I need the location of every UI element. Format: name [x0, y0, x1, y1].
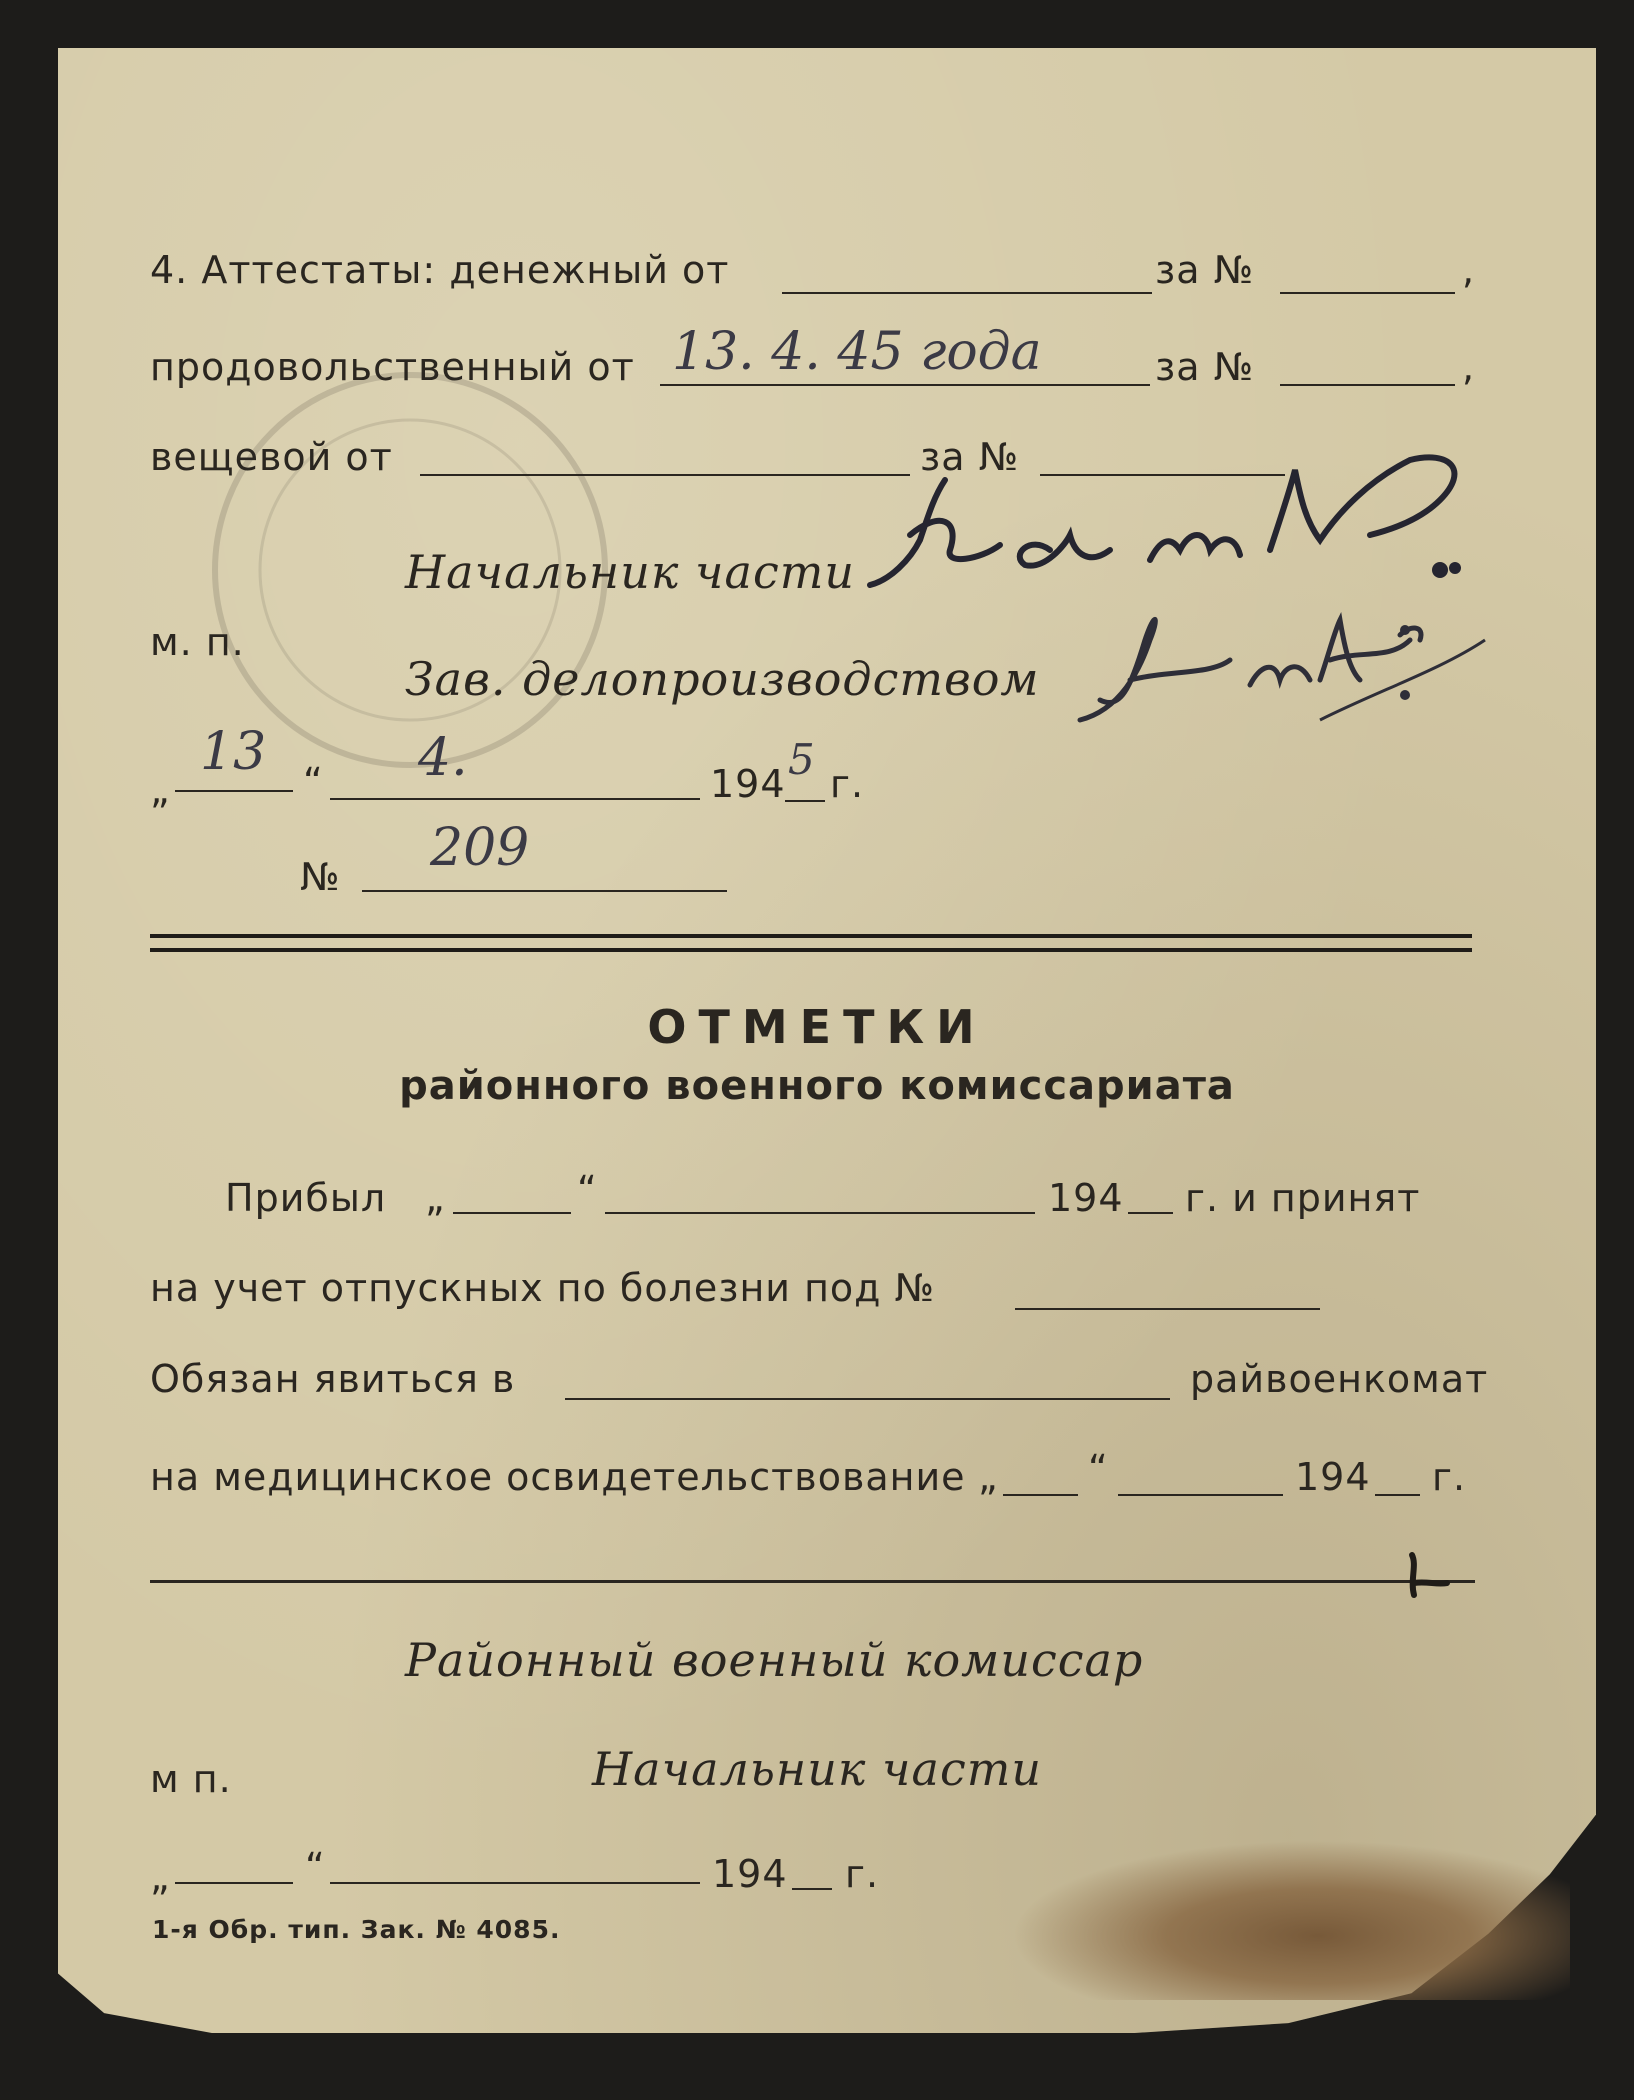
- mp-stamp-label-2: м п.: [150, 1757, 232, 1801]
- arrived-label: Прибыл: [225, 1176, 387, 1220]
- date-open-quote: „: [150, 768, 171, 812]
- mp-stamp-label: м. п.: [150, 620, 245, 664]
- medical-close-quote: “: [1088, 1447, 1109, 1491]
- section-title: ОТМЕТКИ: [647, 1000, 987, 1054]
- medical-year-tail: г.: [1432, 1455, 1467, 1499]
- issue-year-suffix: г.: [830, 762, 865, 806]
- arrived-close-quote: “: [577, 1168, 598, 1212]
- money-date-field[interactable]: [782, 292, 1152, 294]
- row2-comma: ,: [1462, 345, 1476, 389]
- attestat-food-label: продовольственный от: [150, 345, 635, 389]
- unit-chief-label: Начальник части: [405, 545, 855, 599]
- records-clerk-label: Зав. делопроизводством: [405, 652, 1040, 706]
- section-subtitle: районного военного комиссариата: [399, 1063, 1235, 1109]
- district-office-label: райвоенкомат: [1190, 1357, 1489, 1401]
- attestat-money-label: 4. Аттестаты: денежный от: [150, 248, 730, 292]
- clothing-date-field[interactable]: [420, 474, 910, 476]
- attestat-clothing-label: вещевой от: [150, 435, 393, 479]
- final-year-field[interactable]: [792, 1888, 832, 1890]
- medical-exam-label: на медицинское освидетельствование: [150, 1455, 966, 1499]
- issue-day-value: 13: [200, 722, 267, 782]
- water-stain: [1010, 1840, 1570, 2000]
- medical-year-field[interactable]: [1375, 1494, 1420, 1496]
- arrived-year-field[interactable]: [1128, 1212, 1173, 1214]
- money-number-field[interactable]: [1280, 292, 1455, 294]
- doc-number-field[interactable]: [362, 890, 727, 892]
- arrived-month-field[interactable]: [605, 1212, 1035, 1214]
- arrived-year-prefix: 194: [1048, 1176, 1124, 1220]
- medical-day-field[interactable]: [1003, 1494, 1078, 1496]
- final-year-tail: г.: [845, 1852, 880, 1896]
- food-number-label: за №: [1155, 345, 1255, 389]
- issue-day-field[interactable]: [175, 790, 293, 792]
- final-close-quote: “: [305, 1845, 326, 1889]
- issue-month-value: 4.: [418, 728, 468, 788]
- final-month-field[interactable]: [330, 1882, 700, 1884]
- doc-number-value: 209: [430, 818, 530, 878]
- date-close-quote: “: [303, 760, 324, 804]
- food-date-field[interactable]: [660, 384, 1150, 386]
- unit-chief-label-2: Начальник части: [592, 1742, 1042, 1796]
- money-number-label: за №: [1155, 248, 1255, 292]
- issue-month-field[interactable]: [330, 798, 700, 800]
- print-info: 1-я Обр. тип. Зак. № 4085.: [152, 1915, 561, 1944]
- divider-top: [150, 934, 1472, 938]
- medical-open-quote: „: [978, 1455, 999, 1499]
- arrived-open-quote: „: [425, 1176, 446, 1220]
- clothing-number-label: за №: [920, 435, 1020, 479]
- issue-year-prefix: 194: [710, 762, 786, 806]
- clerk-signature: [1060, 600, 1500, 740]
- ink-mark: [1392, 1545, 1462, 1605]
- issue-year-digit: 5: [788, 735, 815, 784]
- divider-bottom: [150, 948, 1472, 952]
- issue-year-field[interactable]: [785, 800, 825, 802]
- sick-leave-number-field[interactable]: [1015, 1308, 1320, 1310]
- food-date-value: 13. 4. 45 года: [672, 322, 1042, 382]
- arrived-year-tail: г. и принят: [1185, 1176, 1421, 1220]
- final-day-field[interactable]: [175, 1882, 293, 1884]
- report-to-label: Обязан явиться в: [150, 1357, 516, 1401]
- final-open-quote: „: [150, 1855, 171, 1899]
- sick-leave-label: на учет отпускных по болезни под №: [150, 1266, 936, 1310]
- doc-number-label: №: [300, 855, 341, 899]
- medical-year-prefix: 194: [1295, 1455, 1371, 1499]
- report-to-field[interactable]: [565, 1398, 1170, 1400]
- final-year-prefix: 194: [712, 1852, 788, 1896]
- arrived-day-field[interactable]: [453, 1212, 571, 1214]
- row1-comma: ,: [1462, 248, 1476, 292]
- food-number-field[interactable]: [1280, 384, 1455, 386]
- medical-month-field[interactable]: [1118, 1494, 1283, 1496]
- district-commissar-label: Районный военный комиссар: [405, 1633, 1144, 1687]
- chief-signature: [850, 440, 1490, 610]
- notes-line[interactable]: [150, 1580, 1475, 1583]
